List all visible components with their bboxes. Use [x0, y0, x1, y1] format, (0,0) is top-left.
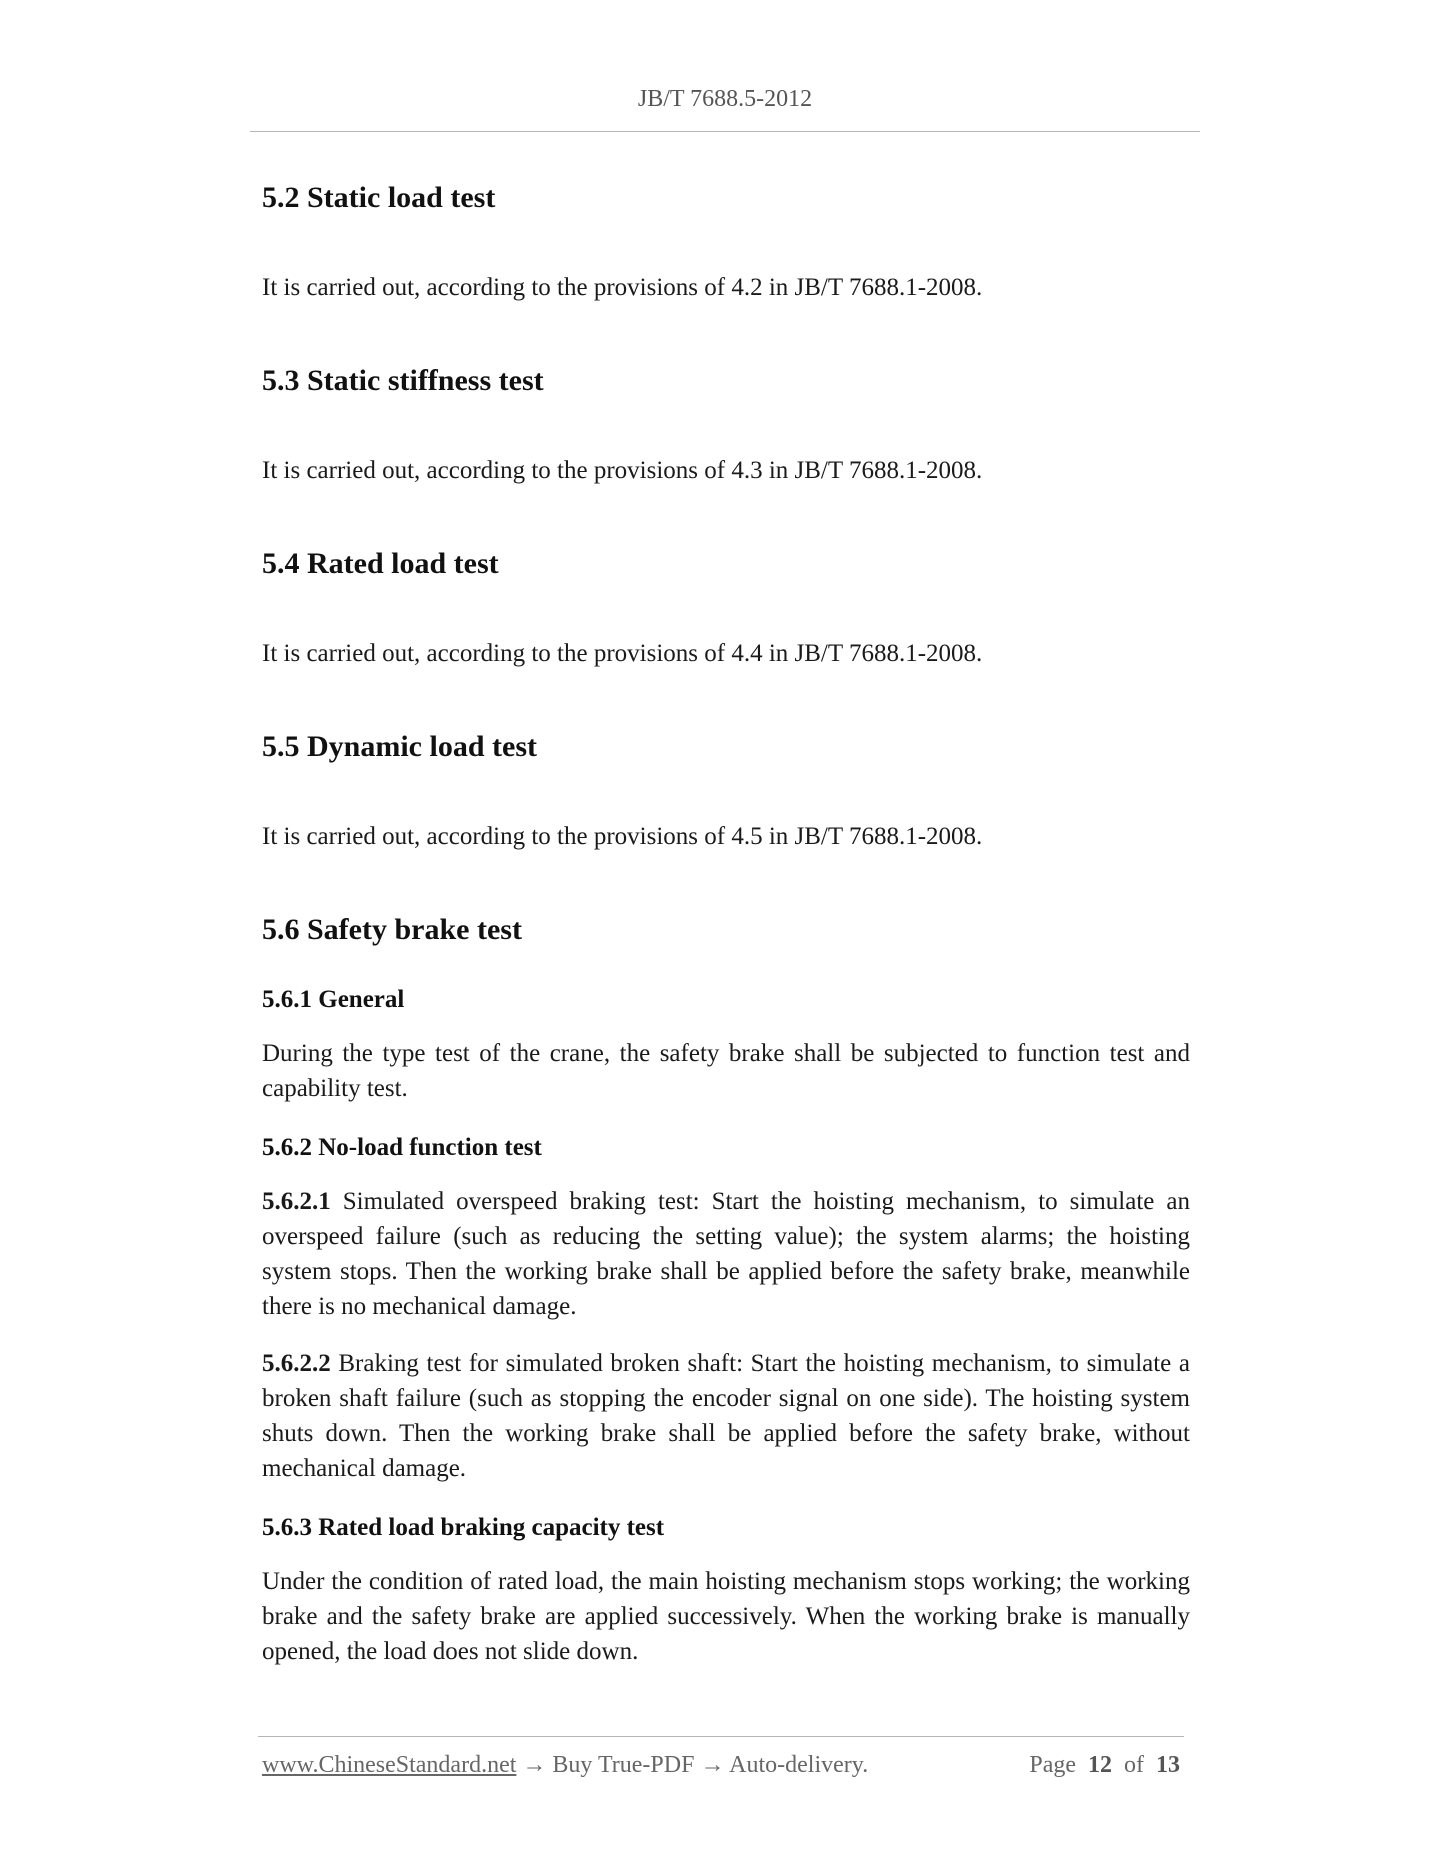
- section-5-6-3-body: Under the condition of rated load, the main hoisting mechanism stops working; the working brake and the safety brake are applied successively. When the working brake is manually opened, the load does not slide down.: [262, 1568, 1190, 1665]
- total-pages: 13: [1156, 1752, 1180, 1778]
- section-5-3-heading: 5.3 Static stiffness test: [262, 364, 544, 397]
- section-5-5-heading: 5.5 Dynamic load test: [262, 730, 537, 763]
- section-5-5-body: It is carried out, according to the provisions of 4.5 in JB/T 7688.1-2008.: [262, 823, 983, 850]
- buy-true-pdf-text: Buy True-PDF: [552, 1752, 695, 1778]
- website-link[interactable]: www.ChineseStandard.net: [262, 1752, 517, 1778]
- section-5-6-1-heading: 5.6.1 General: [262, 986, 405, 1013]
- page-content: [262, 170, 1190, 1669]
- section-5-6-2-heading: 5.6.2 No-load function test: [262, 1134, 542, 1161]
- arrow-right-icon: →: [700, 1752, 725, 1778]
- current-page: 12: [1088, 1752, 1112, 1778]
- section-5-6-3-heading: 5.6.3 Rated load braking capacity test: [262, 1514, 665, 1541]
- page-header: JB/T 7688.5-2012: [637, 86, 813, 112]
- clause-5-6-2-1: [262, 1184, 1190, 1324]
- page-footer: [262, 1752, 1184, 1779]
- section-5-6-heading: 5.6 Safety brake test: [262, 913, 522, 946]
- page-label: Page: [1029, 1752, 1076, 1778]
- footer-divider: [258, 1736, 1184, 1737]
- clause-number: 5.6.2.2: [262, 1350, 331, 1377]
- of-label: of: [1124, 1752, 1144, 1778]
- section-5-4-heading: 5.4 Rated load test: [262, 547, 499, 580]
- section-5-2-body: It is carried out, according to the provisions of 4.2 in JB/T 7688.1-2008.: [262, 274, 983, 301]
- clause-text: Braking test for simulated broken shaft: Start the hoisting mechanism, to simulate a broken shaft failure (such as stopping the encoder signal on one side). The hoisting system shuts down. Then the working brake shall be applied before the safety brake, without mechanical damage.: [262, 1350, 1190, 1482]
- clause-5-6-2-2: [262, 1346, 1190, 1486]
- section-5-3-body: It is carried out, according to the provisions of 4.3 in JB/T 7688.1-2008.: [262, 457, 983, 484]
- auto-delivery-text: Auto-delivery.: [729, 1752, 869, 1778]
- header-divider: [250, 131, 1200, 132]
- clause-number: 5.6.2.1: [262, 1188, 331, 1215]
- arrow-right-icon: →: [522, 1752, 547, 1778]
- section-5-6-1-body: During the type test of the crane, the safety brake shall be subjected to function test and capability test.: [262, 1040, 1190, 1102]
- section-5-4-body: It is carried out, according to the provisions of 4.4 in JB/T 7688.1-2008.: [262, 640, 983, 667]
- page-number: [1029, 1752, 1180, 1779]
- section-5-2-heading: 5.2 Static load test: [262, 181, 496, 214]
- clause-text: Simulated overspeed braking test: Start the hoisting mechanism, to simulate an overspeed failure (such as reducing the setting value); the system alarms; the hoisting system stops. Then the working brake shall be applied before the safety brake, meanwhile there is no mechanical damage.: [262, 1188, 1190, 1320]
